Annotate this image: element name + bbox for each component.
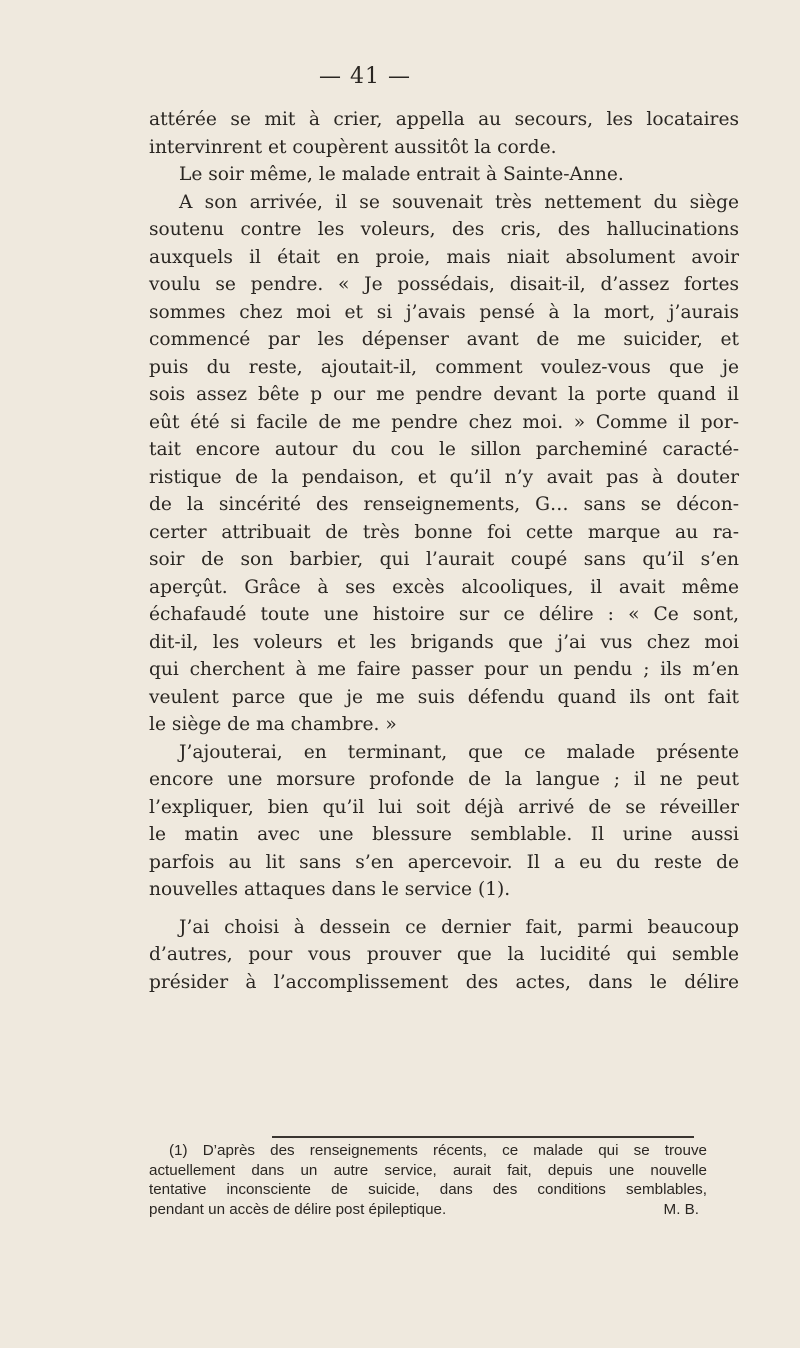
text-line: qui cherchent à me faire passer pour un pendu ; ils m’en <box>149 659 739 680</box>
text-line: présider à l’accomplissement des actes, dans le délire <box>149 971 739 993</box>
page-number: — 41 — <box>319 64 411 89</box>
paragraph-gap <box>149 904 739 914</box>
text-line: encore une morsure profonde de la langue ; il ne peut <box>149 769 739 790</box>
footnote-line: (1) D’après des renseignements récents, ce malade qui se trouve <box>169 1142 707 1159</box>
text-line: eût été si facile de me pendre chez moi. » Comme il por- <box>149 411 739 433</box>
text-line: veulent parce que je me suis défendu quand ils ont fait <box>149 686 739 708</box>
text-line: voulu se pendre. « Je possédais, disait-il, d’assez fortes <box>149 274 739 295</box>
text-line: intervinrent et coupèrent aussitôt la corde. <box>149 136 557 158</box>
text-line: Le soir même, le malade entrait à Sainte-Anne. <box>179 164 624 185</box>
text-line: de la sincérité des renseignements, G… sans se décon- <box>149 494 739 515</box>
text-line: A son arrivée, il se souvenait très nettement du siège <box>179 191 739 213</box>
text-line: attérée se mit à crier, appella au secours, les locataires <box>149 109 739 130</box>
text-line: soutenu contre les voleurs, des cris, des hallucinations <box>149 219 739 240</box>
text-line: tait encore autour du cou le sillon parcheminé caracté- <box>149 439 739 460</box>
footnote-signature: M. B. <box>663 1200 699 1218</box>
text-line: nouvelles attaques dans le service (1). <box>149 879 511 900</box>
footnote-last-line <box>149 1200 707 1220</box>
text-line: échafaudé toute une histoire sur ce délire : « Ce sont, <box>149 604 739 625</box>
text-line: puis du reste, ajoutait-il, comment voulez-vous que je <box>149 356 739 378</box>
footnote-divider <box>272 1136 694 1138</box>
footnote-line: pendant un accès de délire post épileptique. <box>149 1200 447 1218</box>
text-line: J’ajouterai, en terminant, que ce malade présente <box>179 741 739 763</box>
text-line: commencé par les dépenser avant de me suicider, et <box>149 329 739 350</box>
text-line: d’autres, pour vous prouver que la lucidité qui semble <box>149 944 739 965</box>
text-line: certer attribuait de très bonne foi cette marque au ra- <box>149 521 739 543</box>
body-text <box>149 106 739 996</box>
text-line: soir de son barbier, qui l’aurait coupé sans qu’il s’en <box>149 549 739 570</box>
text-line: J’ai choisi à dessein ce dernier fait, parmi beaucoup <box>179 916 739 938</box>
text-line: sois assez bête p our me pendre devant la porte quand il <box>149 384 739 405</box>
text-line: le matin avec une blessure semblable. Il urine aussi <box>149 824 739 845</box>
footnote <box>149 1141 707 1219</box>
footnote-line: actuellement dans un autre service, aurait fait, depuis une nouvelle <box>149 1161 707 1179</box>
text-line: l’expliquer, bien qu’il lui soit déjà arrivé de se réveiller <box>149 796 739 818</box>
text-line: dit-il, les voleurs et les brigands que j’ai vus chez moi <box>149 631 739 653</box>
text-line: sommes chez moi et si j’avais pensé à la mort, j’aurais <box>149 301 739 323</box>
text-line: auxquels il était en proie, mais niait absolument avoir <box>149 246 739 268</box>
text-line: parfois au lit sans s’en apercevoir. Il a eu du reste de <box>149 851 739 873</box>
text-line: aperçût. Grâce à ses excès alcooliques, il avait même <box>149 576 739 598</box>
footnote-line: tentative inconsciente de suicide, dans des conditions semblables, <box>149 1181 707 1198</box>
text-line: le siège de ma chambre. » <box>149 714 397 735</box>
text-line: ristique de la pendaison, et qu’il n’y avait pas à douter <box>149 466 739 488</box>
